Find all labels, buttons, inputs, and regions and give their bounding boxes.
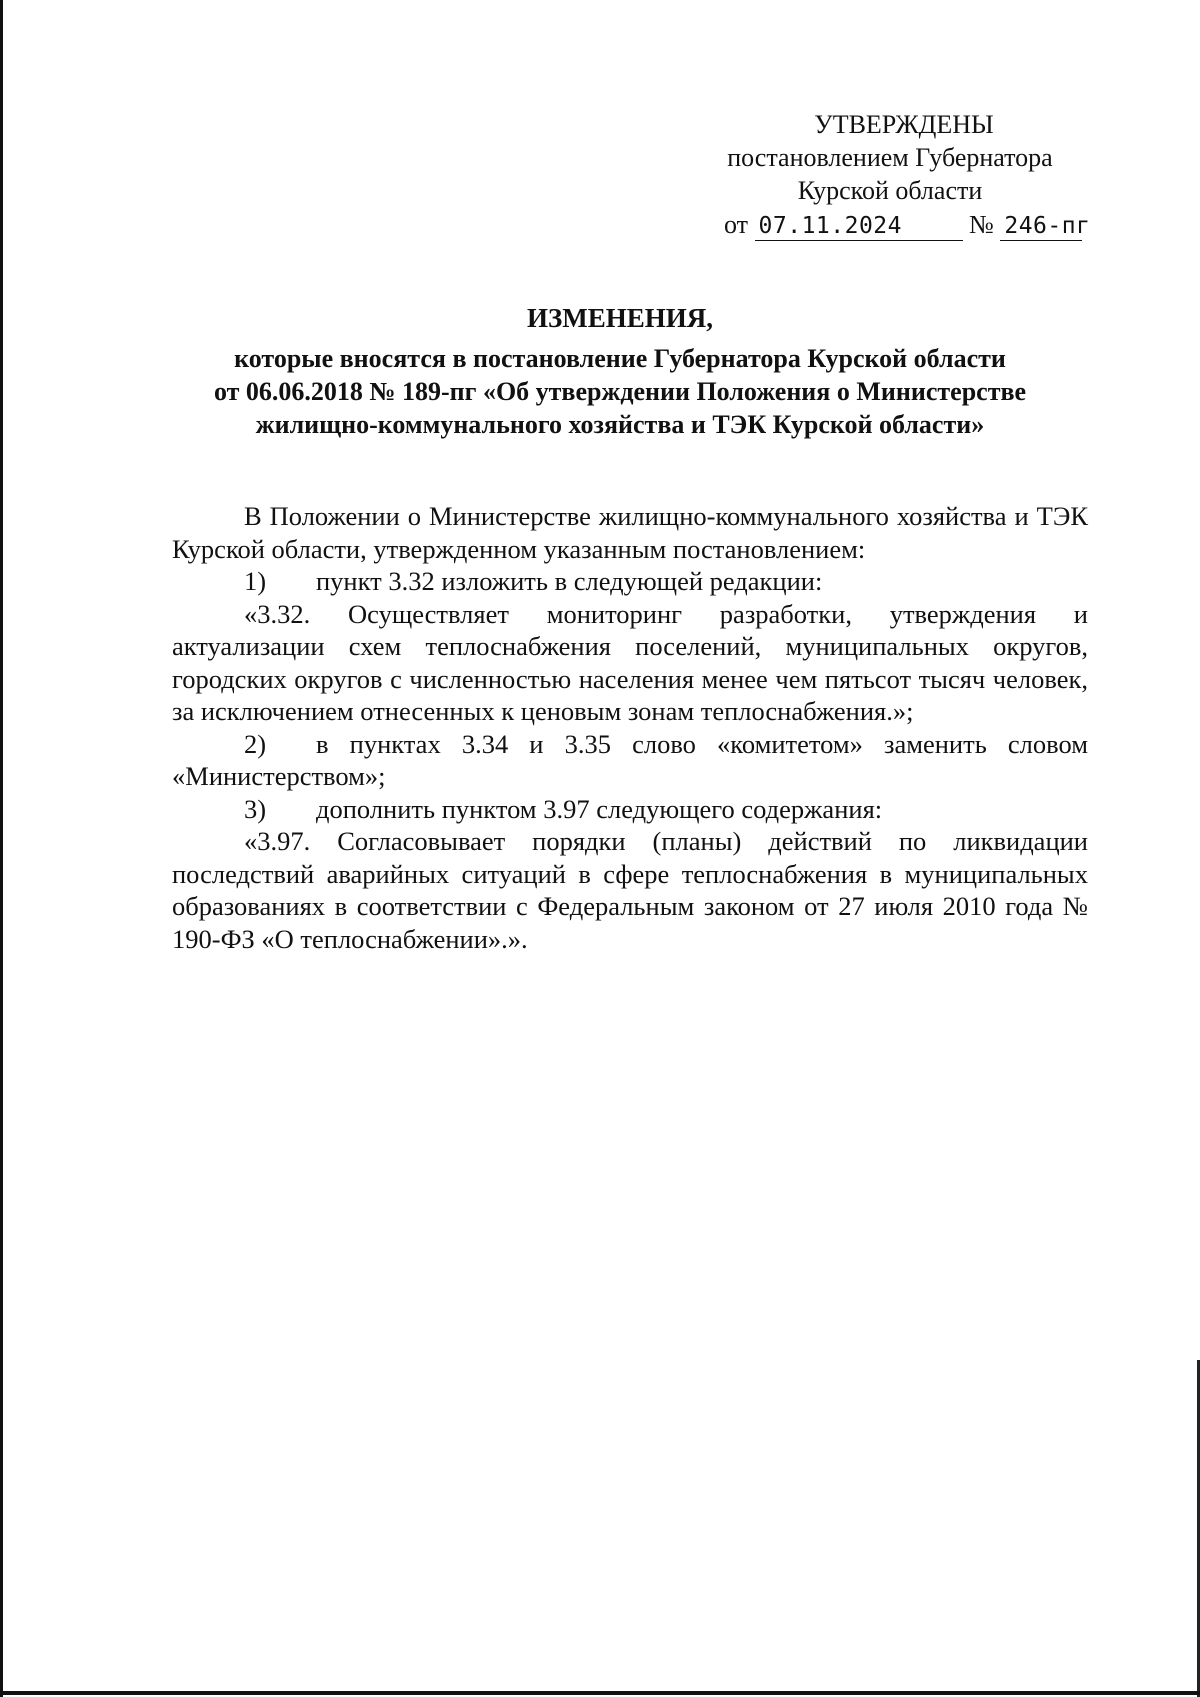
item-2-number: 2) <box>244 728 267 759</box>
list-item-1 <box>172 565 1088 598</box>
approval-line-3: Курской области <box>797 176 983 205</box>
scan-border-left <box>0 0 3 1697</box>
title-line-2: от 06.06.2018 № 189-пг «Об утверждении Положения о Министерстве <box>213 377 1027 406</box>
approval-line-1: УТВЕРЖДЕНЫ <box>814 110 994 139</box>
item-1-number: 1) <box>244 566 267 596</box>
list-item-3 <box>172 793 1088 826</box>
item-2-text: в пунктах 3.34 и 3.35 слово «комитетом» заменить словом «Министерством»; <box>172 728 1088 791</box>
intro-paragraph: В Положении о Министерстве жилищно-коммунального хозяйства и ТЭК Курской области, утвержденном указанным постановлением: <box>172 501 1088 564</box>
item-1-text: пункт 3.32 изложить в следующей редакции: <box>316 566 823 596</box>
quote-paragraph-1: «3.32. Осуществляет мониторинг разработки, утверждения и актуализации схем теплоснабжения поселений, муниципальных округов, городских округов с численностью населения менее чем пятьсот тысяч человек, за исключением отнесенных к ценовым зонам теплоснабжения.»; <box>172 598 1088 726</box>
approval-stamp <box>700 108 1120 207</box>
approval-date-line <box>724 210 1091 241</box>
approval-line-2: постановлением Губернатора <box>727 143 1053 172</box>
title-line-3: жилищно-коммунального хозяйства и ТЭК Курской области» <box>255 410 985 439</box>
item-3-number: 3) <box>244 793 267 824</box>
date-prefix: от <box>724 210 749 239</box>
title-heading: ИЗМЕНЕНИЯ, <box>526 303 713 333</box>
quote-paragraph-2: «3.97. Согласовывает порядки (планы) действий по ликвидации последствий аварийных ситуаций в сфере теплоснабжения в муниципальных образованиях в соответствии с Федеральным законом от 27 июля 2010 года № 190-ФЗ «О теплоснабжении».». <box>172 826 1088 954</box>
list-item-2 <box>172 728 1088 793</box>
number-prefix: № <box>969 210 994 239</box>
item-3-text: дополнить пунктом 3.97 следующего содержания: <box>316 793 883 824</box>
approval-date: 07.11.2024 <box>755 212 963 241</box>
document-title <box>160 302 1080 441</box>
scan-border-bottom <box>0 1691 1200 1695</box>
document-body <box>172 500 1088 955</box>
approval-number: 246-пг <box>1000 212 1082 241</box>
title-line-1: которые вносятся в постановление Губернатора Курской области <box>234 344 1006 373</box>
